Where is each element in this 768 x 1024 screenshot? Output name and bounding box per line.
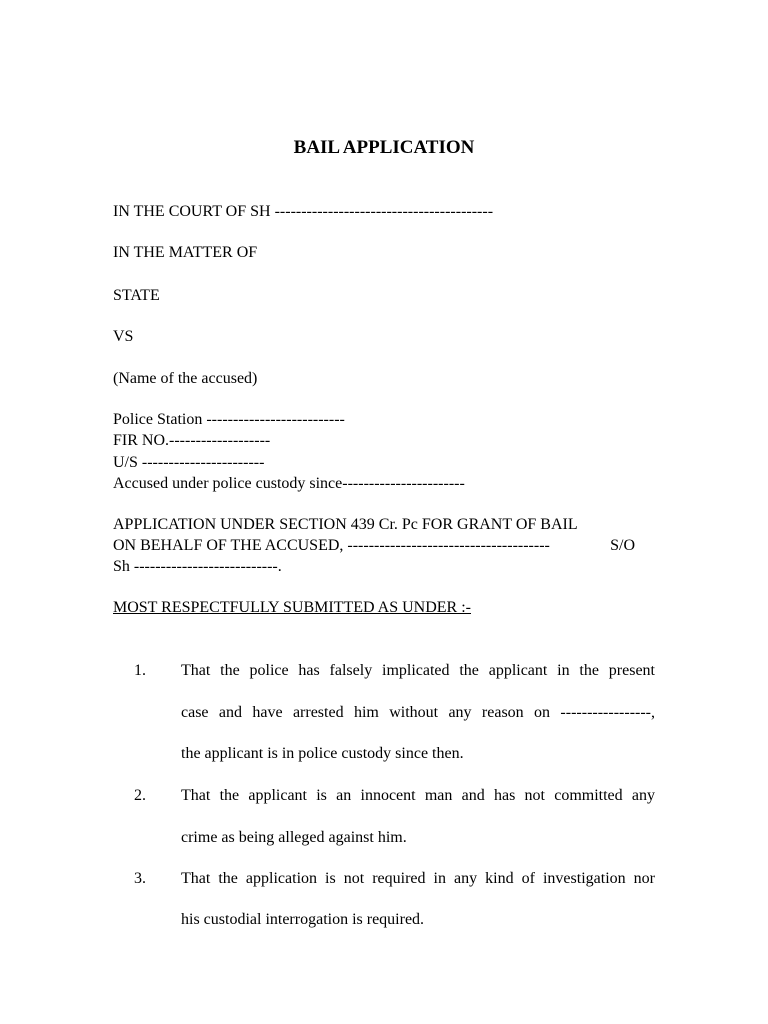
document-title: BAIL APPLICATION bbox=[293, 137, 475, 158]
custody-since-line: Accused under police custody since----------------------- bbox=[113, 475, 465, 492]
point-2-line-2: crime as being alleged against him. bbox=[181, 829, 407, 846]
matter-line: IN THE MATTER OF bbox=[113, 244, 258, 261]
application-line-3: Sh ---------------------------. bbox=[113, 558, 282, 575]
party-state: STATE bbox=[113, 287, 160, 304]
point-1-line-2: case and have arrested him without any reason on -----------------, bbox=[181, 704, 655, 721]
point-3-line-2: his custodial interrogation is required. bbox=[181, 911, 425, 928]
point-3-line-1: That the application is not required in any kind of investigation nor bbox=[181, 870, 655, 887]
point-2-line-1: That the applicant is an innocent man and has not committed any bbox=[181, 787, 655, 804]
application-line-2 bbox=[113, 535, 635, 556]
point-3-number: 3. bbox=[134, 870, 146, 887]
court-line: IN THE COURT OF SH ----------------------------------------- bbox=[113, 203, 494, 220]
accused-placeholder: (Name of the accused) bbox=[113, 370, 258, 387]
under-section-line: U/S ----------------------- bbox=[113, 454, 265, 471]
point-1-line-3: the applicant is in police custody since then. bbox=[181, 745, 464, 762]
point-2-number: 2. bbox=[134, 787, 146, 804]
point-1-line-1: That the police has falsely implicated the applicant in the present bbox=[181, 662, 655, 679]
application-behalf-text: ON BEHALF OF THE ACCUSED, -------------------------------------- bbox=[113, 537, 550, 554]
son-of-label: S/O bbox=[610, 537, 635, 554]
fir-no-line: FIR NO.------------------- bbox=[113, 432, 271, 449]
submission-heading: MOST RESPECTFULLY SUBMITTED AS UNDER :- bbox=[113, 599, 471, 616]
versus-label: VS bbox=[113, 328, 134, 345]
application-line-1: APPLICATION UNDER SECTION 439 Cr. Pc FOR GRANT OF BAIL bbox=[113, 516, 578, 533]
police-station-line: Police Station -------------------------- bbox=[113, 411, 345, 428]
point-1-number: 1. bbox=[134, 662, 146, 679]
